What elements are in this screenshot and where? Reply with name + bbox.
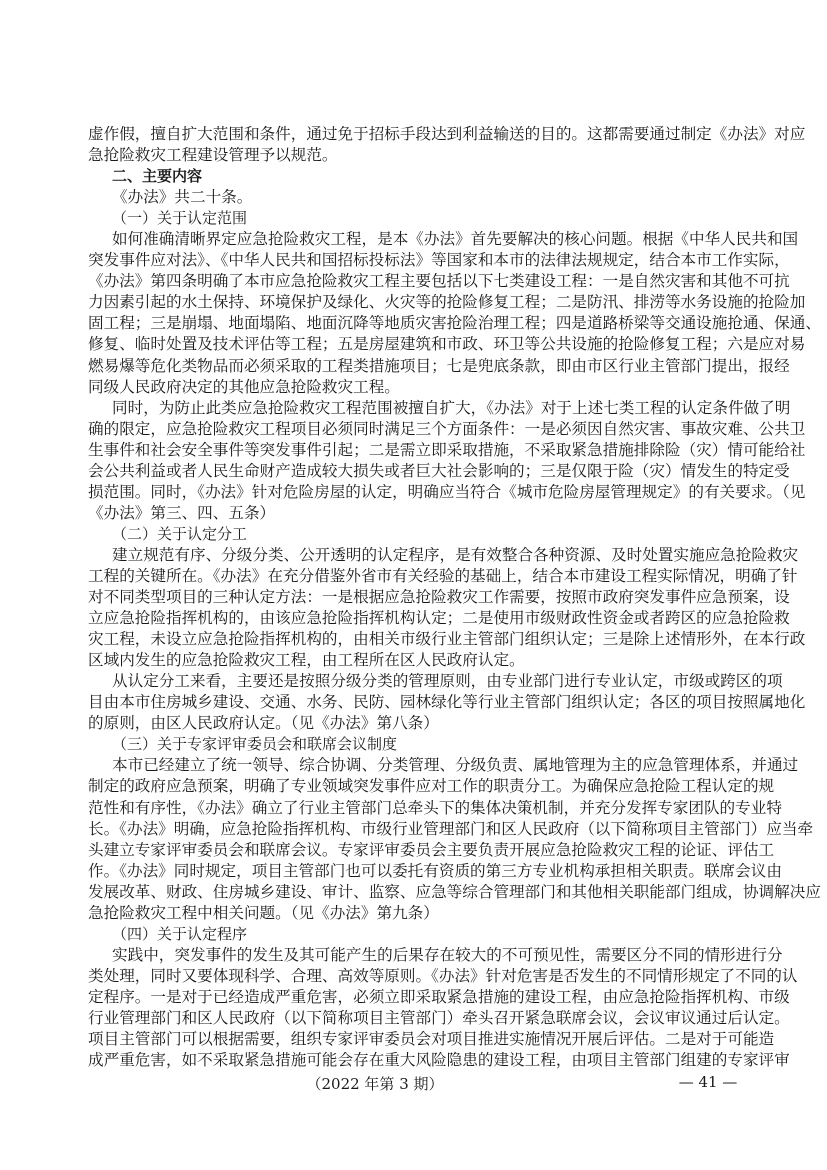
text-line: 灾工程，未设立应急抢险指挥机构的，由相关市级行业主管部门组织认定；三是除上述情形外，在本行政 — [88, 630, 806, 649]
text-line: 成严重危害，如不采取紧急措施可能会存在重大风险隐患的建设工程，由项目主管部门组建的专家评审 — [88, 1051, 790, 1070]
subheading — [88, 524, 743, 545]
text-line: 同时，为防止此类应急抢险救灾工程范围被擅自扩大，《办法》对于上述七类工程的认定条件做了明 — [112, 398, 791, 417]
subheading — [88, 924, 743, 945]
text-line: 类处理，同时又要体现科学、合理、高效等原则。《办法》针对危害是否发生的不同情形规定了不同的认 — [88, 966, 798, 985]
text-line: 立应急抢险指挥机构的，由该应急抢险指挥机构认定；二是使用市级财政性资金或者跨区的应急抢险救 — [88, 609, 790, 628]
paragraph — [88, 398, 806, 524]
section-heading — [88, 166, 743, 187]
paragraph — [88, 545, 806, 671]
text-line: 燃易爆等危化类物品而必须采取的工程类措施项目；七是兜底条款，即由市区行业主管部门提出，报经 — [88, 356, 790, 375]
footer-issue-label: （2022 年第 3 期） — [306, 1075, 444, 1093]
heading-text: （三）关于专家评审委员会和联席会议制度 — [112, 735, 398, 754]
text-line: 项目主管部门可以根据需要，组织专家评审委员会对项目推进实施情况开展后评估。二是对于可能造 — [88, 1030, 775, 1049]
text-line: 区域内发生的应急抢险救灾工程，由工程所在区人民政府认定。 — [88, 651, 525, 670]
paragraph — [88, 945, 798, 1071]
text-line: 同级人民政府决定的其他应急抢险救灾工程。 — [88, 377, 400, 396]
text-line: 行业管理部门和区人民政府（以下简称项目主管部门）牵头召开紧急联席会议，会议审议通过后认定。 — [88, 1008, 790, 1027]
paragraph — [88, 187, 743, 208]
text-line: 作。《办法》同时规定，项目主管部门也可以委托有资质的第三方专业机构承担相关职责。联席会议由 — [88, 861, 782, 880]
paragraph — [88, 755, 821, 923]
text-line: 修复、临时处置及技术评估等工程；五是房屋建筑和市政、环卫等公共设施的抢险修复工程；六是应对易 — [88, 335, 806, 354]
text-line: 建立规范有序、分级分类、公开透明的认定程序，是有效整合各种资源、及时处置实施应急抢险救灾 — [112, 545, 799, 564]
text-line: 实践中，突发事件的发生及其可能产生的后果存在较大的不可预见性，需要区分不同的情形进行分 — [112, 945, 783, 964]
heading-text: （二）关于认定分工 — [112, 524, 248, 543]
text-line: 生事件和社会安全事件等突发事件引起；二是需立即采取措施，不采取紧急措施排除险（灾）情可能给社 — [88, 440, 806, 459]
text-line: 目由本市住房城乡建设、交通、水务、民防、园林绿化等行业主管部门组织认定；各区的项目按照属地化 — [88, 693, 806, 712]
text-line: 突发事件应对法》、《中华人民共和国招标投标法》等国家和本市的法律法规规定，结合本市工作实际， — [88, 251, 790, 270]
subheading — [88, 734, 743, 755]
paragraph — [88, 229, 821, 397]
page-number: — 41 — — [678, 1073, 738, 1091]
text-line: 长。《办法》明确，应急抢险指挥机构、市级行业管理部门和区人民政府（以下简称项目主管部门）应当牵 — [88, 819, 814, 838]
text-line: 《办法》第四条明确了本市应急抢险救灾工程主要包括以下七类建设工程：一是自然灾害和其他不可抗 — [88, 272, 790, 291]
heading-text: （四）关于认定程序 — [112, 924, 248, 943]
paragraph — [88, 124, 806, 166]
text-line: 本市已经建立了统一领导、综合协调、分类管理、分级负责、属地管理为主的应急管理体系，并通过 — [112, 756, 799, 775]
text-line: 如何准确清晰界定应急抢险救灾工程，是本《办法》首先要解决的核心问题。根据《中华人民共和国 — [112, 230, 799, 249]
text-line: 会公共利益或者人民生命财产造成较大损失或者巨大社会影响的；三是仅限于险（灾）情发生的特定受 — [88, 461, 790, 480]
paragraph — [88, 671, 806, 734]
text-line: 急抢险救灾工程建设管理予以规范。 — [88, 146, 338, 165]
text-line: 《办法》共二十条。 — [112, 188, 253, 207]
text-line: 力因素引起的水土保持、环境保护及绿化、火灾等的抢险修复工程；二是防汛、排涝等水务设施的抢险加 — [88, 293, 806, 312]
text-line: 制定的政府应急预案，明确了专业领域突发事件应对工作的职责分工。为确保应急抢险工程认定的规 — [88, 777, 775, 796]
text-line: 《办法》第三、四、五条） — [88, 503, 276, 522]
text-line: 工程的关键所在。《办法》在充分借鉴外省市有关经验的基础上，结合本市建设工程实际情况，明确了针 — [88, 566, 798, 585]
text-line: 的原则，由区人民政府认定。（见《办法》第八条） — [88, 714, 439, 733]
text-line: 固工程；三是崩塌、地面塌陷、地面沉降等地质灾害抢险治理工程；四是道路桥梁等交通设施抢通、保通、 — [88, 314, 821, 333]
subheading — [88, 208, 743, 229]
text-line: 头建立专家评审委员会和联席会议。专家评审委员会主要负责开展应急抢险救灾工程的论证、评估工 — [88, 840, 775, 859]
heading-text: （一）关于认定范围 — [112, 209, 248, 228]
article-body — [88, 124, 821, 1071]
text-line: 确的限定，应急抢险救灾工程项目必须同时满足三个方面条件：一是必须因自然灾害、事故灾难、公共卫 — [88, 419, 806, 438]
heading-text: 二、主要内容 — [112, 167, 203, 186]
text-line: 从认定分工来看，主要还是按照分级分类的管理原则，由专业部门进行专业认定，市级或跨区的项 — [112, 672, 783, 691]
text-line: 对不同类型项目的三种认定方法：一是根据应急抢险救灾工作需要，按照市政府突发事件应急预案，设 — [88, 588, 790, 607]
text-line: 定程序。一是对于已经造成严重危害，必须立即采取紧急措施的建设工程，由应急抢险指挥机构、市级 — [88, 987, 790, 1006]
text-line: 虚作假，擅自扩大范围和条件，通过免于招标手段达到利益输送的目的。这都需要通过制定《办法》对应 — [88, 125, 806, 143]
text-line: 急抢险救灾工程中相关问题。（见《办法》第九条） — [88, 903, 439, 922]
text-line: 发展改革、财政、住房城乡建设、审计、监察、应急等综合管理部门和其他相关职能部门组成，协调解决应 — [88, 882, 821, 901]
text-line: 损范围。同时，《办法》针对危险房屋的认定，明确应当符合《城市危险房屋管理规定》的有关要求。（见 — [88, 482, 806, 501]
text-line: 范性和有序性，《办法》确立了行业主管部门总牵头下的集体决策机制，并充分发挥专家团队的专业特 — [88, 798, 782, 817]
